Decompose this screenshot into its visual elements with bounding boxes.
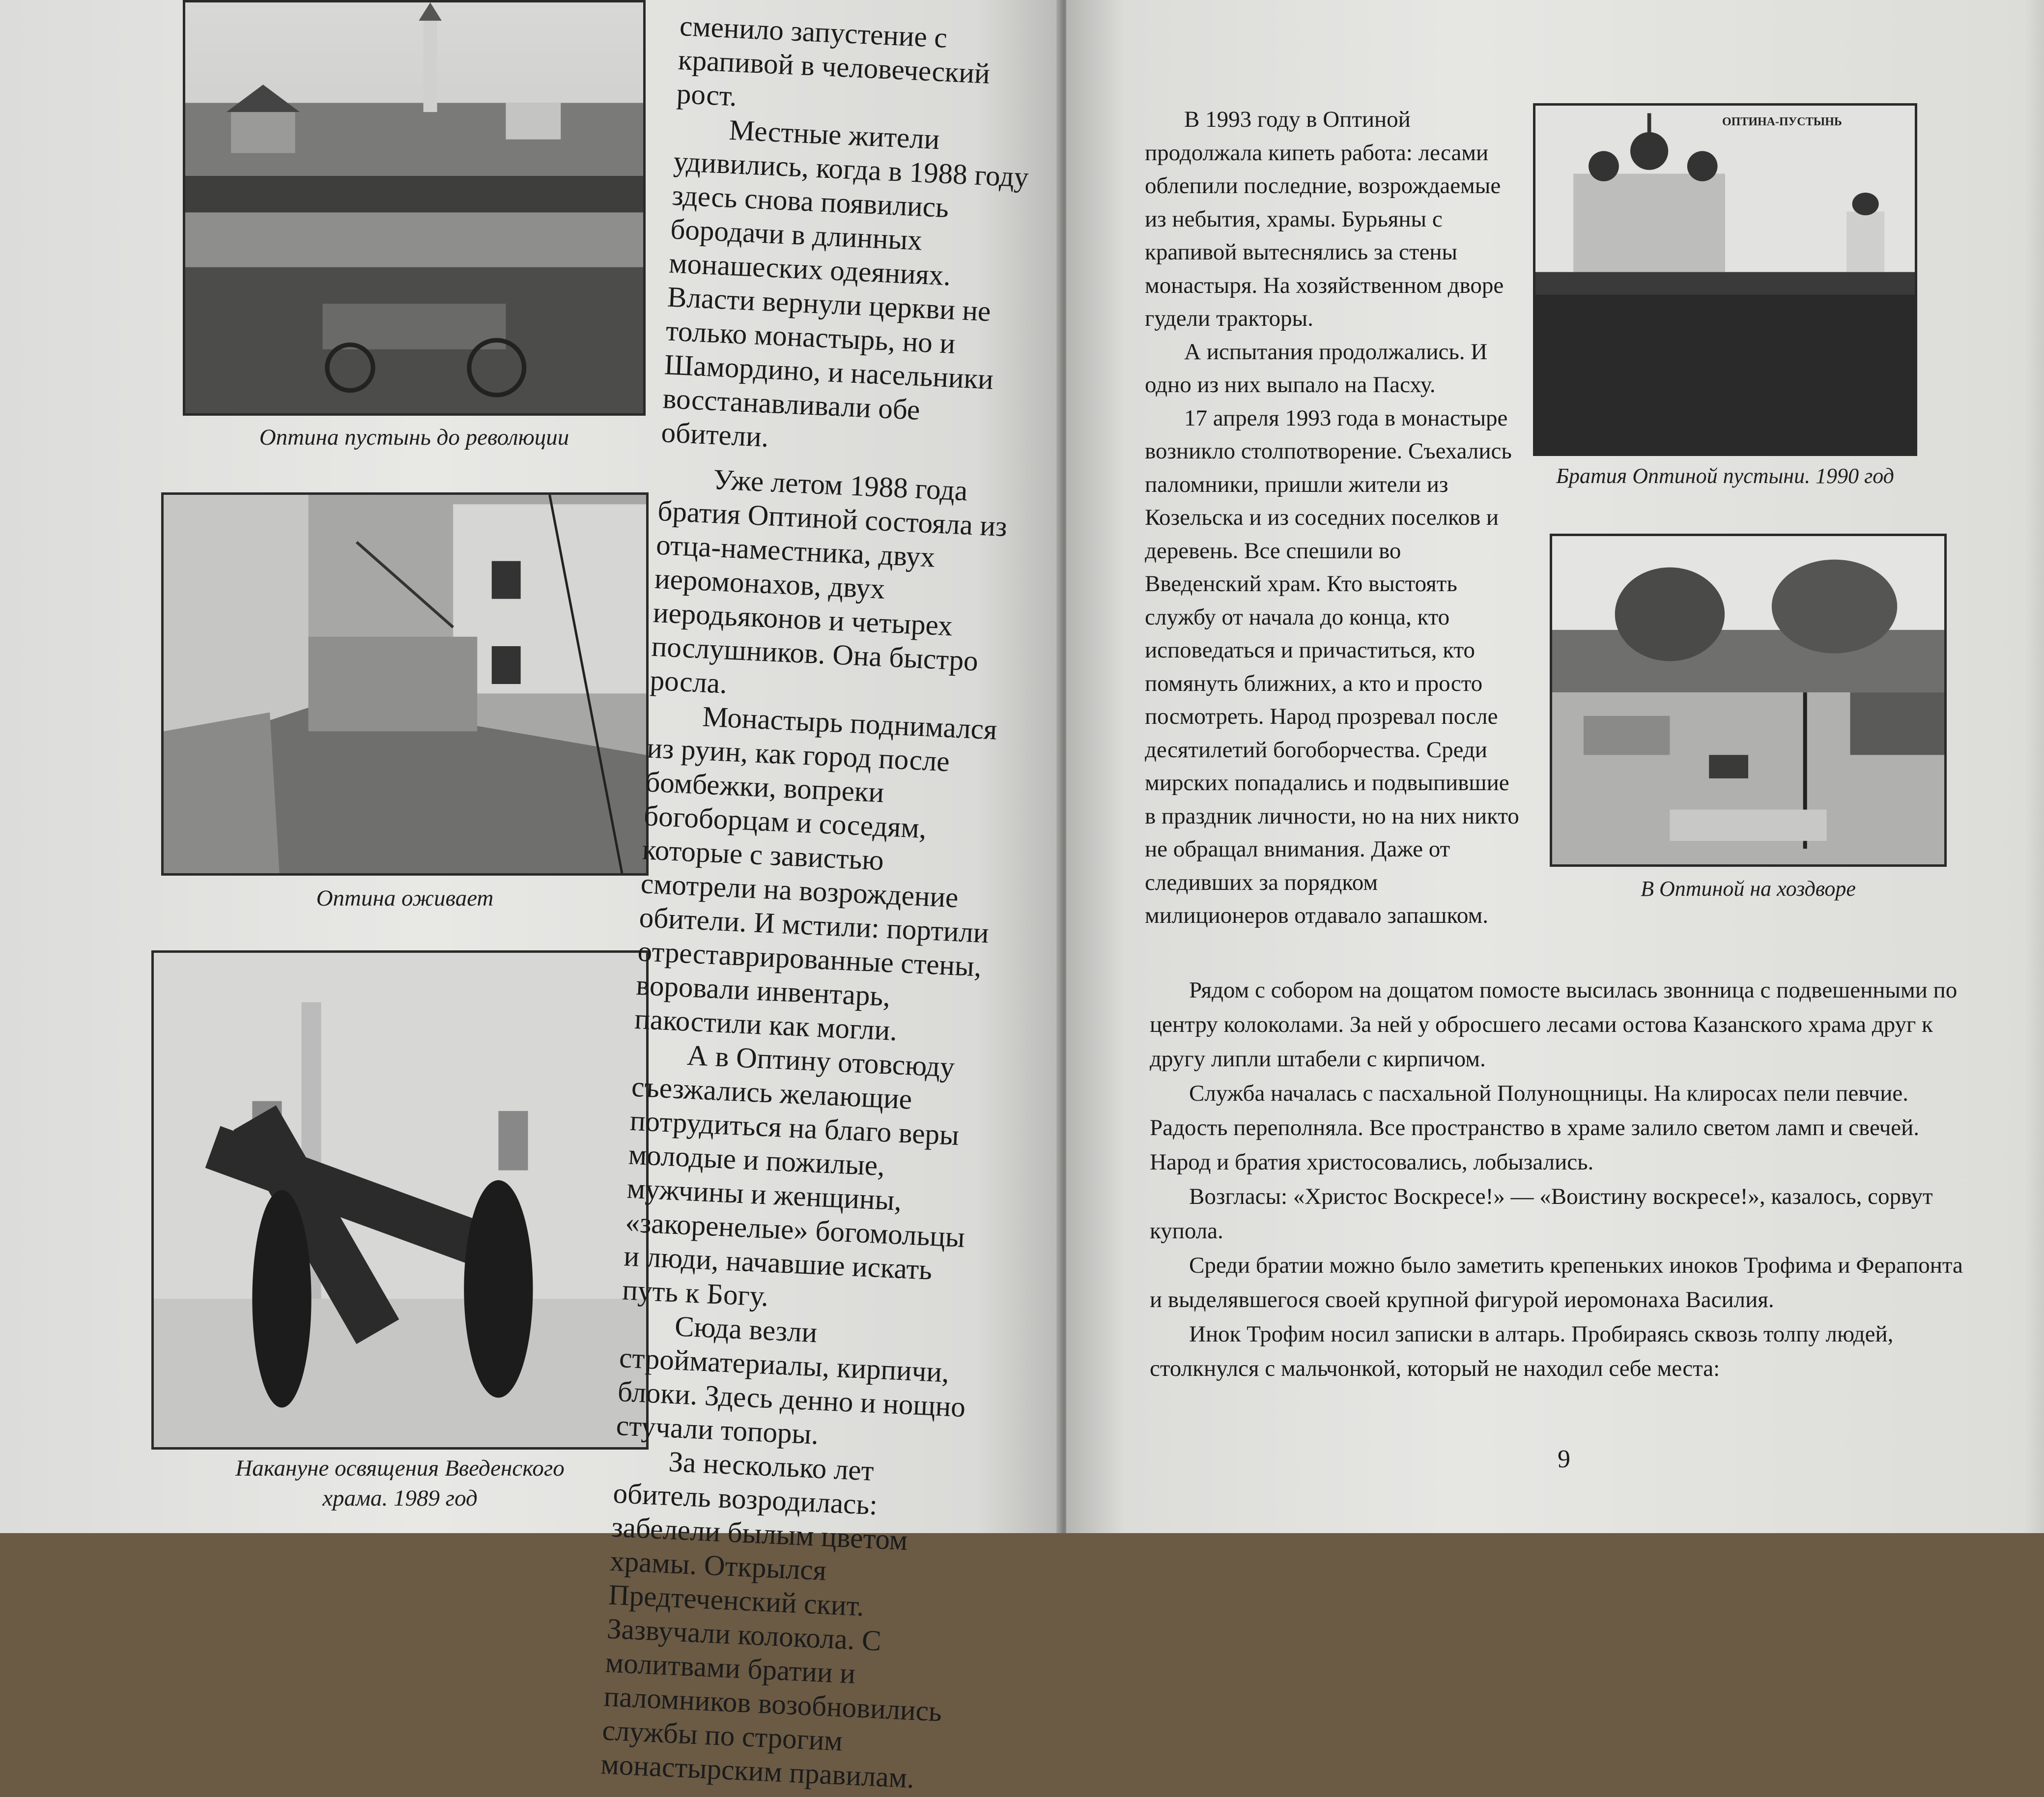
paragraph: сменило запустение с крапивой в человеческий рост. bbox=[676, 9, 991, 113]
paragraph: Рядом с собором на дощатом помосте высилась звонница с подвешенными по центру колоколами. За ней у обросшего лесами остова Казанского храма друг к другу липли штабели с кирпичом. bbox=[1150, 977, 1958, 1072]
paragraph: А в Оптину отовсюду съезжались желающие потрудиться на благо веры молодые и пожилые, мужчины и женщины, «закоренелые» богомольцы и люди, начавшие искать путь к Богу. bbox=[622, 1038, 966, 1312]
photo-inner-label: ОПТИНА-ПУСТЫНЬ bbox=[1722, 115, 1842, 128]
right-text-column-wide bbox=[1150, 973, 1975, 1386]
paragraph: В 1993 году в Оптиной продолжала кипеть работа: лесами облепили последние, возрождаемые из небытия, храмы. Бурьяны с крапивой вытеснялись за стены монастыря. На хозяйственном дворе гудели тракторы. bbox=[1145, 107, 1504, 331]
paragraph: Среди братии можно было заметить крепеньких иноков Трофима и Ферапонта и выделявшегося своей крупной фигурой иеромонаха Василия. bbox=[1150, 1253, 1963, 1312]
caption-right-photo2: В Оптиной на хоздворе bbox=[1641, 877, 1856, 901]
caption-photo2: Оптина оживает bbox=[316, 885, 494, 911]
caption-photo3-line1: Накануне освящения Введенского bbox=[235, 1455, 565, 1481]
photo-optina-revives bbox=[161, 492, 649, 876]
page-edge-shadow bbox=[2024, 0, 2044, 1533]
photo-farmyard bbox=[1550, 534, 1947, 867]
page-number: 9 bbox=[1558, 1445, 1570, 1473]
right-text-column-narrow bbox=[1145, 103, 1523, 933]
paragraph: 17 апреля 1993 года в монастыре возникло столпотворение. Съехались паломники, пришли жители из Козельска и из соседних поселков и деревень. Все спешили во Введенский храм. Кто выстоять службу от начала до конца, кто исповедаться и причаститься, кто помянуть ближних, а кто и просто посмотреть. Народ прозревал после десятилетий богоборчества. Среди мирских попадались и подвыпившие в праздник личности, но на них никто не обращал внимания. Даже от следивших за порядком милиционеров отдавало запашком. bbox=[1145, 405, 1519, 928]
left-text-column bbox=[600, 9, 1039, 1797]
paragraph: Местные жители удивились, когда в 1988 году здесь снова появились бородачи в длинных монашеских одеяниях. Власти вернули церкви не только монастырь, но и Шамордино, и насельники восстанавливали обе обители. bbox=[660, 113, 1029, 454]
photo-brethren-1990 bbox=[1533, 103, 1917, 456]
paragraph: Сюда везли стройматериалы, кирпичи, блоки. Здесь денно и нощно стучали топоры. bbox=[615, 1310, 966, 1451]
paragraph: Служба началась с пасхальной Полунощницы. На клиросах пели певчие. Радость переполняла. Все пространство в храме залило светом ламп и свечей. Народ и братия христосовались, лобызались. bbox=[1150, 1081, 1920, 1175]
photo-cross-vvedensky bbox=[151, 950, 649, 1450]
caption-photo1: Оптина пустынь до революции bbox=[259, 425, 569, 450]
caption-photo3-line2: храма. 1989 год bbox=[322, 1485, 478, 1512]
paragraph: А испытания продолжались. И одно из них выпало на Пасху. bbox=[1145, 339, 1488, 398]
caption-right-photo1: Братия Оптиной пустыни. 1990 год bbox=[1556, 464, 1894, 488]
paragraph: Уже летом 1988 года братия Оптиной состояла из отца-наместника, двух иеромонахов, двух иеродьяконов и четырех послушников. Она быстро росла. bbox=[649, 463, 1008, 700]
paragraph: Возгласы: «Христос Воскресе!» — «Воистину воскресе!», казалось, сорвут купола. bbox=[1150, 1184, 1933, 1244]
caption-photo3 bbox=[151, 1454, 649, 1513]
paragraph: Монастырь поднимался из руин, как город после бомбежки, вопреки богоборцам и соседям, которые с завистью смотрели на возрождение обители. И мстили: портили отреставрированные стены, воровали инвентарь, пакостили как могли. bbox=[634, 700, 998, 1047]
paragraph: Инок Трофим носил записки в алтарь. Пробираясь сквозь толпу людей, столкнулся с мальчонкой, который не находил себе места: bbox=[1150, 1321, 1894, 1381]
paragraph: За несколько лет обитель возродилась: забелели былым цветом храмы. Открылся Предтеченский скит. Зазвучали колокола. С молитвами братии и паломников возобновились службы по строгим монастырским правилам. bbox=[600, 1445, 943, 1795]
photo-optina-before-revolution bbox=[183, 0, 646, 416]
